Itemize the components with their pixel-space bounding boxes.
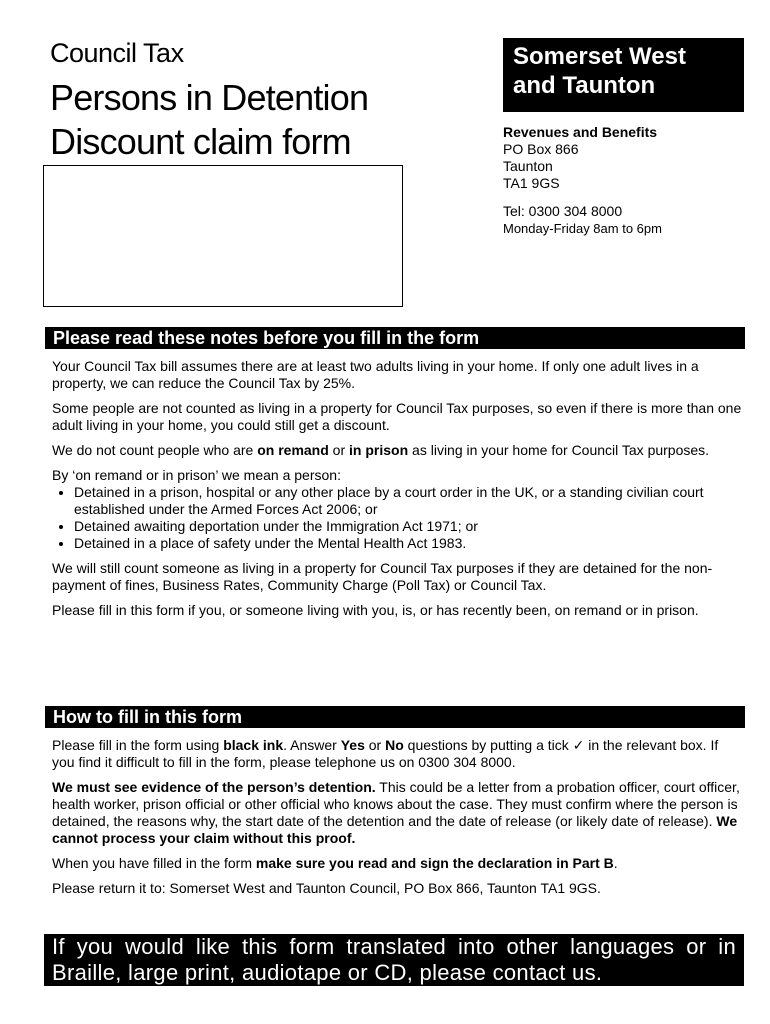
how-p2-text: This could be a letter from a probation officer, court officer, health worker, prison official or other official who knows about the case. They must confirm where the person is detained, the reasons why, the start date of the detention and the date of release (or likely date of release).: [52, 779, 740, 829]
form-title-line1: Persons in Detention: [50, 77, 369, 118]
list-item: • Detained awaiting deportation under the Immigration Act 1971; or: [74, 518, 742, 535]
how-p1-black-ink: black ink: [223, 737, 284, 753]
notes-section: [52, 358, 742, 627]
how-to-heading: How to fill in this form: [45, 706, 745, 728]
notes-p3-rest: as living in your home for Council Tax purposes.: [408, 442, 710, 458]
council-logo: [503, 38, 744, 112]
how-p1-text2: . Answer: [283, 737, 341, 753]
notes-paragraph-3: [52, 442, 742, 459]
how-p1-text: Please fill in the form using: [52, 737, 224, 753]
how-p2-proof: We cannot process your claim without this proof.: [52, 813, 738, 846]
how-p3-end: .: [613, 855, 618, 871]
how-p2-evidence: We must see evidence of the person’s detention.: [52, 779, 376, 795]
notes-paragraph-4: By ‘on remand or in prison’ we mean a person:: [52, 467, 341, 483]
accessibility-notice: If you would like this form translated into other languages or in Braille, large print, audiotape or CD, please contact us.: [44, 934, 744, 986]
contact-tel: Tel: 0300 304 8000: [503, 203, 623, 219]
contact-block: [503, 124, 662, 237]
logo-line2: and Taunton: [513, 72, 656, 99]
how-paragraph-1: [52, 737, 742, 771]
address-window-box: [43, 165, 403, 307]
form-title-line2: Discount claim form: [50, 121, 351, 162]
notes-heading: Please read these notes before you fill in the form: [45, 327, 745, 349]
notes-p3-in-prison: in prison: [349, 442, 409, 458]
contact-town: Taunton: [503, 158, 553, 174]
notes-paragraph-5: We will still count someone as living in a property for Council Tax purposes if they are detained for the non-payment of fines, Business Rates, Community Charge (Poll Tax) or Council Tax.: [52, 560, 713, 593]
notes-paragraph-6: Please fill in this form if you, or someone living with you, is, or has recently been, on remand or in prison.: [52, 602, 699, 618]
notes-p3-or: or: [328, 442, 350, 458]
detention-list: [52, 484, 742, 552]
how-paragraph-2: [52, 779, 742, 847]
list-item: • Detained in a prison, hospital or any other place by a court order in the UK, or a standing civilian court established under the Armed Forces Act 2006; or: [74, 484, 742, 518]
notes-p3-on-remand: on remand: [257, 442, 329, 458]
notes-paragraph-2: Some people are not counted as living in a property for Council Tax purposes, so even if there is more than one adult living in your home, you could still get a discount.: [52, 400, 742, 433]
list-item: • Detained in a place of safety under the Mental Health Act 1983.: [74, 535, 742, 552]
notes-paragraph-1: Your Council Tax bill assumes there are at least two adults living in your home. If only one adult lives in a property, we can reduce the Council Tax by 25%.: [52, 358, 699, 391]
contact-po-box: PO Box 866: [503, 141, 579, 157]
form-category: Council Tax: [50, 38, 184, 68]
how-p1-yes: Yes: [340, 737, 365, 753]
how-p1-rest: questions by putting a tick ✓ in the relevant box. If you find it difficult to fill in the form, please telephone us on 0300 304 8000.: [52, 737, 719, 770]
how-p1-or: or: [364, 737, 386, 753]
how-p1-no: No: [385, 737, 404, 753]
how-p3-declaration: make sure you read and sign the declaration in Part B: [255, 855, 614, 871]
logo-line1: Somerset West: [513, 43, 686, 70]
how-paragraph-3: [52, 855, 742, 872]
notes-p3-text: We do not count people who are: [52, 442, 258, 458]
contact-dept: Revenues and Benefits: [503, 124, 658, 140]
contact-postcode: TA1 9GS: [503, 175, 560, 191]
contact-hours: Monday-Friday 8am to 6pm: [503, 221, 662, 236]
how-p3-text: When you have filled in the form: [52, 855, 256, 871]
how-paragraph-4: Please return it to: Somerset West and Taunton Council, PO Box 866, Taunton TA1 9GS.: [52, 880, 601, 896]
how-to-section: [52, 737, 742, 905]
